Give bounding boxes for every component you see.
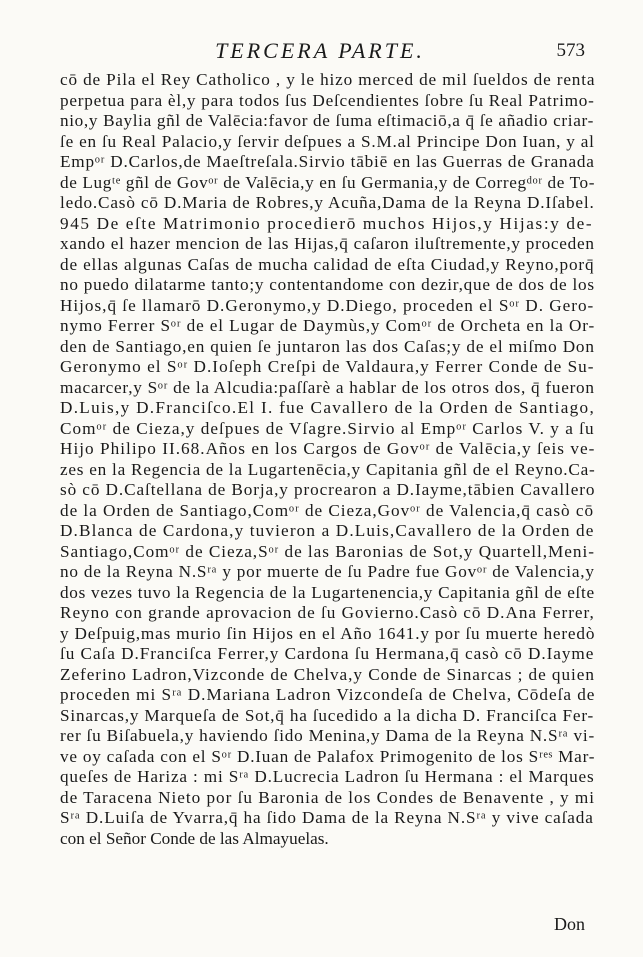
text-line: Empᵒʳ D.Carlos,de Maeſtreſala.Sirvio tābiē en las Guerras de Granada xyxy=(60,152,595,171)
text-line: ve oy caſada con el Sᵒʳ D.Iuan de Palafox Primogenito de los Sʳᵉˢ Mar- xyxy=(60,746,595,766)
page-number: 573 xyxy=(556,40,585,61)
text-line: ſe en ſu Real Palacio,y ſervir deſpues a S.M.al Principe Don Iuan, y al xyxy=(60,131,595,151)
text-line: Reyno con grande aprovacion de ſu Govierno.Casò cō D.Ana Ferrer, xyxy=(60,603,595,622)
text-line: nio,y Baylia gñl de Valēcia:favor de ſuma eſtimaciō,a q̄ ſe añadio criar- xyxy=(60,111,594,130)
text-line: Sʳᵃ D.Luiſa de Yvarra,q̄ ha ſido Dama de la Reyna N.Sʳᵃ y vive caſada xyxy=(60,808,594,827)
text-line: Comᵒʳ de Cieza,y deſpues de Vſagre.Sirvio al Empᵒʳ Carlos V. y a ſu xyxy=(60,418,595,438)
text-line: den de Santiago,en quien ſe juntaron las dos Caſas;y de el miſmo Don xyxy=(60,336,595,356)
text-line: ſu Caſa D.Franciſca Ferrer,y Cardona ſu Hermana,q̄ casò cō D.Iayme xyxy=(60,644,595,663)
text-line: Santiago,Comᵒʳ de Cieza,Sᵒʳ de las Baronias de Sot,y Quartell,Meni- xyxy=(60,541,595,561)
text-line: sò cō D.Caſtellana de Borja,y procrearon a D.Iayme,tābien Cavallero xyxy=(60,480,595,499)
running-head xyxy=(0,38,643,68)
text-line: de ellas algunas Caſas de mucha calidad de eſta Ciudad,y Reyno,porq̄ xyxy=(60,254,595,274)
text-line: ledo.Casò cō D.Maria de Robres,y Acuña,Dama de la Reyna D.Iſabel. xyxy=(60,193,595,212)
text-line: D.Luis,y D.Franciſco.El I. fue Cavallero de la Orden de Santiago, xyxy=(60,398,595,417)
text-line: Sinarcas,y Marqueſa de Sot,q̄ ha ſucedido a la dicha D. Franciſca Fer- xyxy=(60,705,595,725)
text-line: dos vezes tuvo la Regencia de la Lugartenencia,y Capitania gñl de eſte xyxy=(60,582,595,602)
running-title: TERCERA PARTE. xyxy=(215,38,425,63)
text-line: rer ſu Biſabuela,y haviendo ſido Menina,y Dama de la Reyna N.Sʳᵃ vi- xyxy=(60,726,595,745)
text-line: perpetua para èl,y para todos ſus Deſcendientes ſobre ſu Real Patrimo- xyxy=(60,90,595,110)
body-text xyxy=(60,70,595,849)
text-line: no puedo dilatarme tanto;y contentandome con dezir,que de dos de los xyxy=(60,275,595,294)
text-line: de Taracena Nieto por ſu Baronia de los Condes de Benavente , y mi xyxy=(60,787,595,807)
text-line: zes en la Regencia de la Lugartenēcia,y Capitania gñl de el Reyno.Ca- xyxy=(60,459,595,479)
catchword: Don xyxy=(554,914,585,934)
text-line: queſes de Hariza : mi Sʳᵃ D.Lucrecia Ladron ſu Hermana : el Marques xyxy=(60,767,595,786)
paragraph-start-line: 945 De eſte Matrimonio procedierō muchos Hijos,y Hijas:y de- xyxy=(60,213,594,233)
text-line: Hijo Philipo II.68.Años en los Cargos de Govᵒʳ de Valēcia,y ſeis ve- xyxy=(60,439,595,458)
text-line: con el Señor Conde de las Almayuelas. xyxy=(60,828,329,848)
text-line: de Lugᵗᵉ gñl de Govᵒʳ de Valēcia,y en ſu Germania,y de Corregᵈᵒʳ de To- xyxy=(60,172,595,192)
text-line: xando el hazer mencion de las Hijas,q̄ caſaron iluſtremente,y proceden xyxy=(60,234,595,253)
text-line: Hijos,q̄ ſe llamarō D.Geronymo,y D.Diego, proceden el Sᵒʳ D. Gero- xyxy=(60,295,595,315)
text-line: de la Orden de Santiago,Comᵒʳ de Cieza,Govᵒʳ de Valencia,q̄ casò cō xyxy=(60,500,595,520)
text-line: macarcer,y Sᵒʳ de la Alcudia:paſſarè a hablar de los otros dos, q̄ fueron xyxy=(60,377,595,397)
text-line: cō de Pila el Rey Catholico , y le hizo merced de mil ſueldos de renta xyxy=(60,70,595,89)
text-line: nymo Ferrer Sᵒʳ de el Lugar de Daymùs,y Comᵒʳ de Orcheta en la Or- xyxy=(60,316,595,335)
text-line: proceden mi Sʳᵃ D.Mariana Ladron Vizcondeſa de Chelva, Cōdeſa de xyxy=(60,685,595,704)
text-line: y Deſpuig,mas murio ſin Hijos en el Año 1641.y por ſu muerte heredò xyxy=(60,623,595,643)
text-line: Zeferino Ladron,Vizconde de Chelva,y Conde de Sinarcas ; de quien xyxy=(60,664,595,684)
text-line: no de la Reyna N.Sʳᵃ y por muerte de ſu Padre fue Govᵒʳ de Valencia,y xyxy=(60,562,595,581)
text-line: D.Blanca de Cardona,y tuvieron a D.Luis,Cavallero de la Orden de xyxy=(60,521,595,540)
text-line: Geronymo el Sᵒʳ D.Ioſeph Creſpi de Valdaura,y Ferrer Conde de Su- xyxy=(60,357,595,376)
